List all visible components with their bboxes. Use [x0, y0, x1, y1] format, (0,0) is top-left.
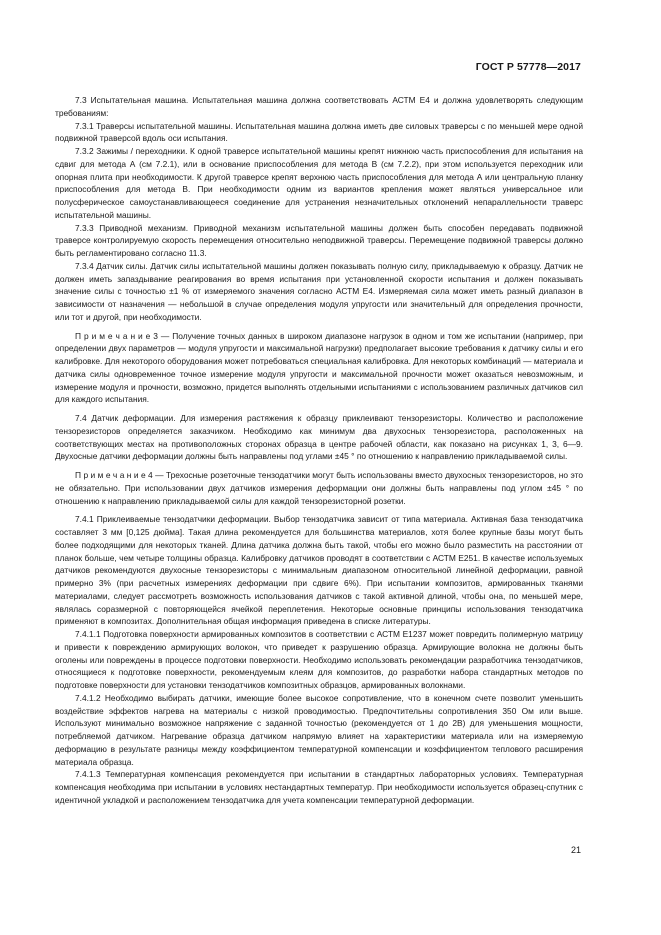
paragraph-7-3-1: 7.3.1 Траверсы испытательной машины. Испытательная машина должна иметь две силовых траверсы с по меньшей мере одной подвижной траверсой вдоль оси испытания.	[55, 120, 583, 144]
standard-designation: ГОСТ Р 57778—2017	[475, 61, 581, 73]
paragraph-7-4-1-1: 7.4.1.1 Подготовка поверхности армированных композитов в соответствии с АСТМ Е1237 может повредить полимерную матрицу и привести к повреждению армирующих волокон, что приведет к разрушению образца. Армирующие волокна не должны быть оголены или повреждены в процессе подготовки поверхности. Необходимо использовать рекомендации разработчика тензодатчиков, относящиеся к подготовке поверхности, рекомендуемым клеям для композитов, до разработки набора стандартных методов по подготовке поверхности для установки тензодатчиков композитных образцов, армированных волокнами.	[55, 629, 583, 690]
paragraph-7-3: 7.3 Испытательная машина. Испытательная машина должна соответствовать АСТМ Е4 и должна удовлетворять следующим требованиям:	[55, 95, 583, 118]
paragraph-7-3-2: 7.3.2 Зажимы / переходники. К одной траверсе испытательной машины крепят нижнюю часть приспособления для испытания на сдвиг для метода А (см 7.2.1), или в основание приспособления для метода В (см 7.2.2), при этом используется переходник или опорная плита при необходимости. К другой траверсе крепят верхнюю часть приспособления для метода А или центральную планку приспособления для метода В. При необходимости одним из вариантов крепления может являться универсальное или полусферическое самоустанавливающееся соединение для устранения незначительных отклонений непараллельности траверс испытательной машины.	[55, 146, 583, 220]
note-4: П р и м е ч а н и е 4 — Трехосные розеточные тензодатчики могут быть использованы вместо двухосных тензорезисторов, но это не обязательно. При использовании двух датчиков измерения деформации они должны быть направлены под углом ±45 ° по отношению к направлению прикладываемой силы для каждой тензорезисторной розетки.	[55, 470, 583, 506]
paragraph-7-3-3: 7.3.3 Приводной механизм. Приводной механизм испытательной машины должен быть способен передавать подвижной траверсе контролируемую скорость перемещения относительно неподвижной траверсы. Перемещение подвижной траверсы должно быть регламентировано согласно 11.3.	[55, 222, 583, 258]
document-body	[55, 94, 583, 807]
paragraph-7-4: 7.4 Датчик деформации. Для измерения растяжения к образцу приклеивают тензорезисторы. Количество и расположение тензорезисторов определяется заказчиком. Необходимо как минимум два двухосных тензорезистора, расположенных на соответствующих местах на противоположных сторонах образца в центре рабочей области, как показано на рисунках 1, 3, 6—9. Двухосные датчики деформации должны быть направлены под углами ±45 ° по отношению к направлению прикладываемой силы.	[55, 413, 583, 462]
paragraph-7-4-1-2: 7.4.1.2 Необходимо выбирать датчики, имеющие более высокое сопротивление, что в конечном счете позволит уменьшить воздействие эффектов нагрева на материалы с низкой проводимостью. Предпочтительны сопротивления 350 Ом или выше. Используют минимально возможное напряжение с заданной точностью (рекомендуется от 1 до 2В) для уменьшения мощности, потребляемой датчиком. Нагревание образца датчиком напрямую влияет на характеристики материала или на измеряемую деформацию в результате разницы между коэффициентом температурной компенсации и коэффициентом теплового расширения материала образца.	[55, 692, 583, 767]
note-3: П р и м е ч а н и е 3 — Получение точных данных в широком диапазоне нагрузок в одном и том же испытании (например, при определении двух параметров — модуля упругости и максимальной нагрузки) предполагает высокие требования к датчику силы и его калибровке. Для некоторого оборудования может потребоваться специальная калибровка. Для некоторых комбинаций — материала и датчика силы одновременное точное измерение модуля упругости и максимальной прочности может оказаться невозможным, и измерение модуля и прочности, возможно, придется выполнять отдельными испытаниями с использованием различных датчиков сил для каждого испытания.	[55, 330, 583, 405]
paragraph-7-3-4: 7.3.4 Датчик силы. Датчик силы испытательной машины должен показывать полную силу, прикладываемую к образцу. Датчик не должен иметь запаздывание реагирования во время испытания при установленной скорости испытания и должен показывать значение силы с точностью ±1 % от измеряемого значения согласно АСТМ Е4. Измеряемая сила может иметь разный диапазон в зависимости от назначения — небольшой в случае определения модуля упругости или значительный для определения прочности, или тот и другой, при необходимости.	[55, 260, 583, 322]
page-number: 21	[571, 845, 582, 855]
paragraph-7-4-1: 7.4.1 Приклеиваемые тензодатчики деформации. Выбор тензодатчика зависит от типа материала. Активная база тензодатчика составляет 3 мм [0,125 дюйма]. Такая длина рекомендуется для большинства материалов, хотя более крупные базы могут быть более подходящими для некоторых тканей. Длина датчика должна быть такой, чтобы его можно было разместить на расстоянии от планок больше, чем четыре толщины образца. Калибровку датчиков проводят в соответствии с АСТМ Е251. В качестве используемых датчиков рекомендуются двухосные тензорезисторы с минимальным диапазоном относительной линейной деформации, равной примерно 3% (при расчетных измерениях деформации при сдвиге 6%). При испытании композитов, армированных тканями материалами, следует рассмотреть возможность использования датчиков с такой активной длиной, чтобы она, по меньшей мере, являлась соразмерной с повторяющейся ячейкой переплетения. Некоторые основные принципы использования тензодатчика применяют в композитах. Дополнительная общая информация приведена в списке литературы.	[55, 514, 583, 627]
paragraph-7-4-1-3: 7.4.1.3 Температурная компенсация рекомендуется при испытании в стандартных лабораторных условиях. Температурная компенсация необходима при испытании в условиях нестандартных температур. При необходимости используется образец-спутник с идентичной укладкой и расположением тензодатчика для учета компенсации температурной деформации.	[55, 769, 583, 805]
